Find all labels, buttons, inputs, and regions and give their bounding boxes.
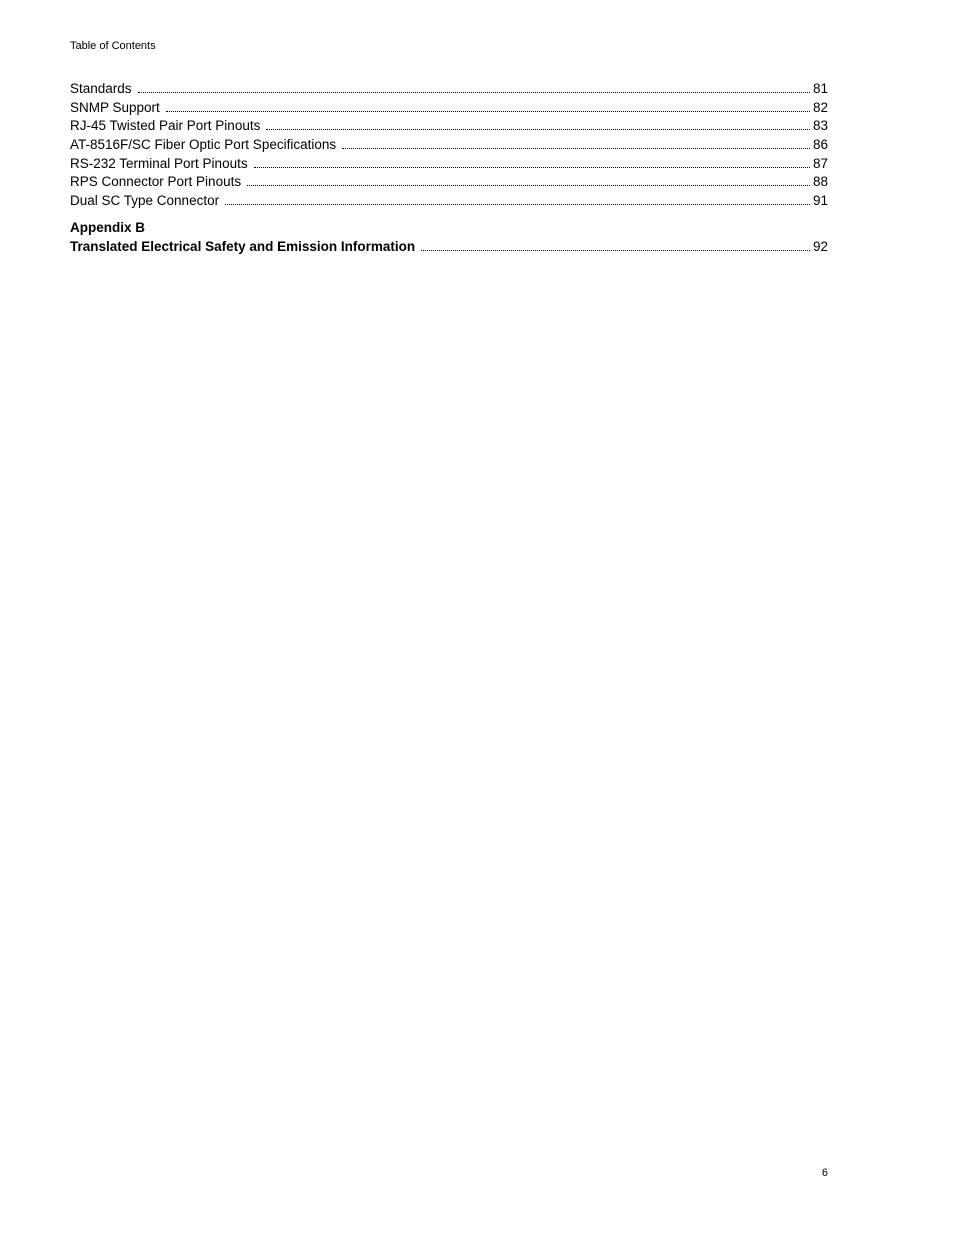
appendix-heading: Appendix B: [70, 219, 146, 235]
toc-entry-label: Standards: [70, 81, 132, 96]
toc-entry-label: Translated Electrical Safety and Emission Information: [70, 238, 416, 254]
dot-leader: [247, 184, 810, 186]
dot-leader: [225, 203, 810, 205]
toc-entry[interactable]: [70, 238, 828, 257]
toc-entry-page: 92: [812, 238, 828, 254]
toc-entry[interactable]: [70, 117, 828, 136]
toc-entry-page: 88: [812, 174, 828, 190]
toc-entry[interactable]: [70, 136, 828, 155]
toc-entry-label: SNMP Support: [70, 99, 160, 115]
dot-leader: [138, 91, 810, 93]
toc-entry[interactable]: [70, 80, 828, 99]
toc-entry-label: RPS Connector Port Pinouts: [70, 174, 242, 190]
toc-entry-page: 83: [812, 118, 828, 134]
toc-entry-page: 87: [812, 155, 828, 171]
running-header-title: Table of Contents: [70, 40, 156, 52]
appendix-section: [70, 219, 828, 256]
dot-leader: [266, 128, 810, 130]
dot-leader: [254, 166, 810, 168]
toc-entry-label: RJ-45 Twisted Pair Port Pinouts: [70, 118, 261, 134]
page-number: 6: [821, 1167, 828, 1179]
dot-leader: [166, 110, 810, 112]
toc-entry-page: 81: [812, 81, 828, 96]
toc-entry-label: AT-8516F/SC Fiber Optic Port Specifications: [70, 137, 337, 153]
toc-entry-page: 86: [812, 137, 828, 153]
toc-entry-label: RS-232 Terminal Port Pinouts: [70, 155, 248, 171]
toc-entry-page: 91: [812, 193, 828, 209]
toc-entry[interactable]: [70, 155, 828, 174]
dot-leader: [342, 147, 810, 149]
toc-entry-page: 82: [812, 99, 828, 115]
toc-entry[interactable]: [70, 192, 828, 211]
table-of-contents: [70, 80, 828, 256]
toc-entry-label: Dual SC Type Connector: [70, 193, 220, 209]
toc-entry[interactable]: [70, 173, 828, 192]
toc-entry[interactable]: [70, 99, 828, 118]
dot-leader: [421, 249, 810, 251]
